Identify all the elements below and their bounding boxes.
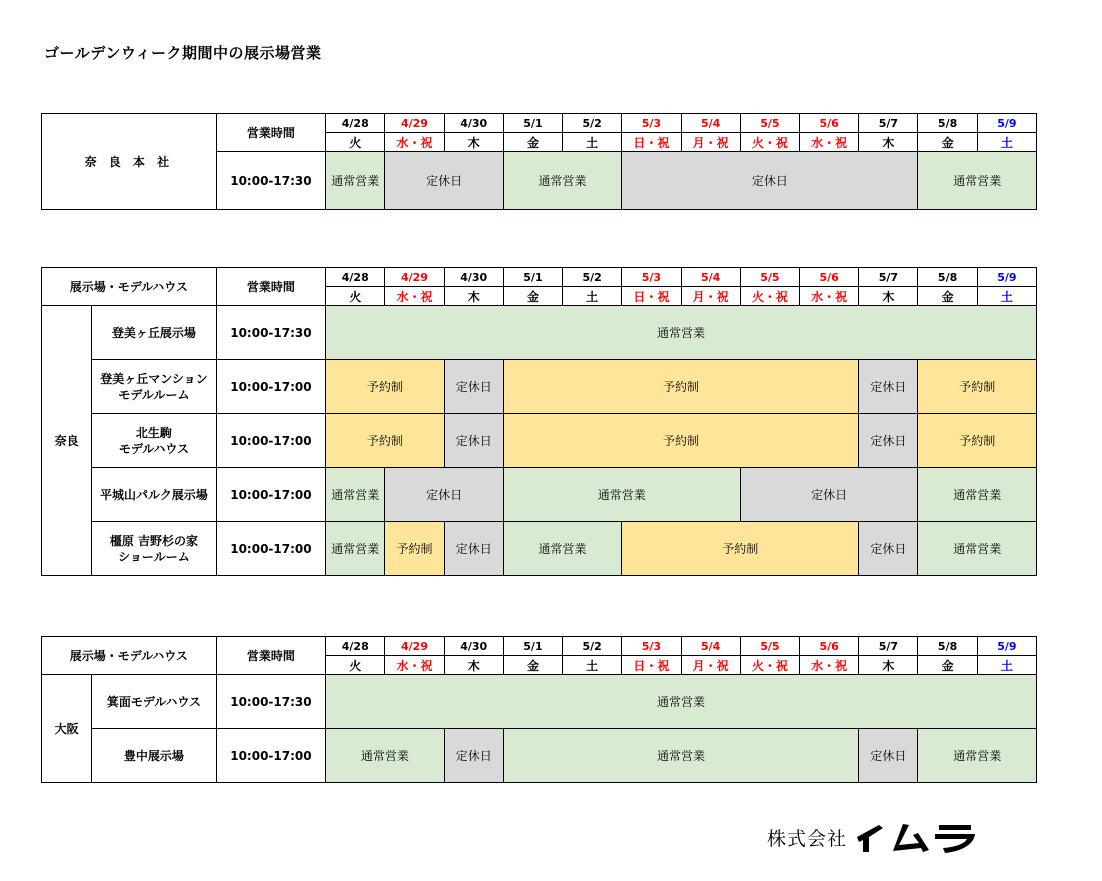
location-name-line: モデルハウス xyxy=(118,441,190,456)
hours-header: 営業時間 xyxy=(216,268,325,306)
weekday-cell: 火 xyxy=(326,133,385,152)
status-cell: 通常営業 xyxy=(503,152,621,210)
weekday-cell: 水・祝 xyxy=(385,133,444,152)
status-cell: 通常営業 xyxy=(918,522,1037,576)
location-name-line: 登美ヶ丘展示場 xyxy=(111,325,196,340)
weekday-cell: 金 xyxy=(918,287,977,306)
weekday-cell: 金 xyxy=(918,133,977,152)
location-name-line: 箕面モデルハウス xyxy=(106,694,202,709)
date-cell: 5/8 xyxy=(918,268,977,287)
date-cell: 5/9 xyxy=(977,268,1036,287)
date-row xyxy=(42,268,1037,287)
location-name xyxy=(92,675,217,729)
weekday-cell: 金 xyxy=(918,656,977,675)
schedule-table-head-office xyxy=(41,113,1037,210)
weekday-cell: 木 xyxy=(859,287,918,306)
hours-header: 営業時間 xyxy=(216,114,325,152)
schedule-table-nara xyxy=(41,267,1037,576)
weekday-cell: 土 xyxy=(563,656,622,675)
status-cell: 通常営業 xyxy=(503,522,621,576)
location-name-line: 橿原 吉野杉の家 xyxy=(109,533,199,548)
date-cell: 5/3 xyxy=(622,637,681,656)
location-name xyxy=(92,414,217,468)
weekday-cell: 水・祝 xyxy=(800,656,859,675)
weekday-cell: 火・祝 xyxy=(740,133,799,152)
date-cell: 5/5 xyxy=(740,114,799,133)
date-cell: 5/3 xyxy=(622,268,681,287)
status-cell: 通常営業 xyxy=(326,729,444,783)
status-cell: 通常営業 xyxy=(503,729,858,783)
date-cell: 5/4 xyxy=(681,268,740,287)
business-hours: 10:00-17:30 xyxy=(216,675,325,729)
date-cell: 4/30 xyxy=(444,637,503,656)
date-cell: 5/2 xyxy=(563,114,622,133)
location-name xyxy=(92,522,217,576)
date-cell: 5/7 xyxy=(859,268,918,287)
date-cell: 5/2 xyxy=(563,268,622,287)
weekday-cell: 土 xyxy=(563,287,622,306)
date-cell: 5/1 xyxy=(503,637,562,656)
date-cell: 4/30 xyxy=(444,268,503,287)
date-cell: 5/5 xyxy=(740,637,799,656)
date-row xyxy=(42,637,1037,656)
weekday-cell: 日・祝 xyxy=(622,287,681,306)
weekday-cell: 月・祝 xyxy=(681,287,740,306)
status-cell: 通常営業 xyxy=(503,468,740,522)
weekday-cell: 火 xyxy=(326,656,385,675)
weekday-cell: 木 xyxy=(444,287,503,306)
status-cell: 予約制 xyxy=(918,360,1037,414)
location-name xyxy=(92,360,217,414)
business-hours: 10:00-17:00 xyxy=(216,729,325,783)
date-cell: 4/28 xyxy=(326,114,385,133)
company-name-text: 株式会社 xyxy=(767,828,848,850)
status-cell: 通常営業 xyxy=(326,468,385,522)
status-cell: 定休日 xyxy=(444,729,503,783)
weekday-cell: 金 xyxy=(503,656,562,675)
weekday-cell: 土 xyxy=(977,133,1036,152)
header-label: 展示場・モデルハウス xyxy=(42,637,217,675)
schedule-table-osaka xyxy=(41,636,1037,783)
status-cell: 通常営業 xyxy=(918,729,1037,783)
company-footer xyxy=(767,818,978,854)
status-cell: 通常営業 xyxy=(326,675,1037,729)
status-cell: 定休日 xyxy=(622,152,918,210)
date-cell: 4/29 xyxy=(385,268,444,287)
hours-header: 営業時間 xyxy=(216,637,325,675)
location-name-line: 豊中展示場 xyxy=(123,748,184,763)
date-cell: 4/28 xyxy=(326,637,385,656)
table-row xyxy=(42,675,1037,729)
weekday-cell: 火・祝 xyxy=(740,287,799,306)
status-cell: 予約制 xyxy=(503,414,858,468)
weekday-cell: 日・祝 xyxy=(622,656,681,675)
date-cell: 5/7 xyxy=(859,637,918,656)
date-cell: 5/1 xyxy=(503,268,562,287)
location-name-line: 登美ヶ丘マンション xyxy=(100,371,208,386)
weekday-cell: 土 xyxy=(977,656,1036,675)
weekday-cell: 水・祝 xyxy=(800,287,859,306)
table-row xyxy=(42,522,1037,576)
status-cell: 定休日 xyxy=(444,360,503,414)
page-title: ゴールデンウィーク期間中の展示場営業 xyxy=(44,44,322,62)
date-cell: 5/6 xyxy=(800,114,859,133)
date-cell: 5/4 xyxy=(681,114,740,133)
business-hours: 10:00-17:00 xyxy=(216,468,325,522)
table-row xyxy=(42,306,1037,360)
status-cell: 予約制 xyxy=(918,414,1037,468)
location-name-line: 北生駒 xyxy=(135,425,172,440)
region-label: 奈良 xyxy=(42,306,92,576)
status-cell: 通常営業 xyxy=(326,522,385,576)
weekday-cell: 水・祝 xyxy=(385,287,444,306)
weekday-cell: 火 xyxy=(326,287,385,306)
date-cell: 5/9 xyxy=(977,637,1036,656)
business-hours: 10:00-17:00 xyxy=(216,414,325,468)
weekday-cell: 火・祝 xyxy=(740,656,799,675)
status-cell: 定休日 xyxy=(385,468,503,522)
location-name-line: モデルルーム xyxy=(118,387,190,402)
date-cell: 5/2 xyxy=(563,637,622,656)
status-cell: 予約制 xyxy=(326,414,444,468)
date-cell: 5/1 xyxy=(503,114,562,133)
status-cell: 定休日 xyxy=(859,729,918,783)
date-cell: 5/8 xyxy=(918,114,977,133)
status-cell: 通常営業 xyxy=(326,152,385,210)
date-cell: 5/3 xyxy=(622,114,681,133)
date-cell: 5/5 xyxy=(740,268,799,287)
status-cell: 予約制 xyxy=(326,360,444,414)
date-cell: 5/6 xyxy=(800,268,859,287)
imura-logo xyxy=(853,820,978,854)
location-name-line: ショールーム xyxy=(118,549,190,564)
weekday-cell: 土 xyxy=(563,133,622,152)
date-cell: 5/9 xyxy=(977,114,1036,133)
weekday-cell: 金 xyxy=(503,133,562,152)
status-cell: 定休日 xyxy=(444,414,503,468)
weekday-cell: 水・祝 xyxy=(800,133,859,152)
weekday-cell: 木 xyxy=(859,133,918,152)
date-cell: 4/29 xyxy=(385,114,444,133)
date-cell: 5/8 xyxy=(918,637,977,656)
date-cell: 5/6 xyxy=(800,637,859,656)
weekday-cell: 金 xyxy=(503,287,562,306)
business-hours: 10:00-17:00 xyxy=(216,360,325,414)
weekday-cell: 月・祝 xyxy=(681,656,740,675)
table-row xyxy=(42,360,1037,414)
business-hours: 10:00-17:30 xyxy=(216,152,325,210)
table-row xyxy=(42,414,1037,468)
status-cell: 定休日 xyxy=(740,468,918,522)
location-name xyxy=(92,729,217,783)
date-cell: 4/29 xyxy=(385,637,444,656)
location-name xyxy=(92,306,217,360)
weekday-cell: 水・祝 xyxy=(385,656,444,675)
date-cell: 4/30 xyxy=(444,114,503,133)
header-label: 展示場・モデルハウス xyxy=(42,268,217,306)
status-cell: 定休日 xyxy=(859,522,918,576)
weekday-cell: 土 xyxy=(977,287,1036,306)
status-cell: 定休日 xyxy=(444,522,503,576)
status-cell: 予約制 xyxy=(503,360,858,414)
weekday-cell: 月・祝 xyxy=(681,133,740,152)
region-label: 大阪 xyxy=(42,675,92,783)
status-cell: 定休日 xyxy=(859,414,918,468)
date-cell: 5/4 xyxy=(681,637,740,656)
date-row xyxy=(42,114,1037,133)
weekday-cell: 木 xyxy=(444,656,503,675)
weekday-cell: 木 xyxy=(859,656,918,675)
status-cell: 予約制 xyxy=(622,522,859,576)
date-cell: 5/7 xyxy=(859,114,918,133)
status-cell: 定休日 xyxy=(385,152,503,210)
location-name-line: 平城山パルク展示場 xyxy=(100,487,208,502)
status-cell: 通常営業 xyxy=(918,152,1037,210)
office-name: 奈 良 本 社 xyxy=(42,114,217,210)
status-cell: 通常営業 xyxy=(326,306,1037,360)
business-hours: 10:00-17:00 xyxy=(216,522,325,576)
status-cell: 定休日 xyxy=(859,360,918,414)
business-hours: 10:00-17:30 xyxy=(216,306,325,360)
status-cell: 予約制 xyxy=(385,522,444,576)
status-cell: 通常営業 xyxy=(918,468,1037,522)
weekday-cell: 木 xyxy=(444,133,503,152)
location-name xyxy=(92,468,217,522)
date-cell: 4/28 xyxy=(326,268,385,287)
weekday-cell: 日・祝 xyxy=(622,133,681,152)
table-row xyxy=(42,729,1037,783)
table-row xyxy=(42,468,1037,522)
